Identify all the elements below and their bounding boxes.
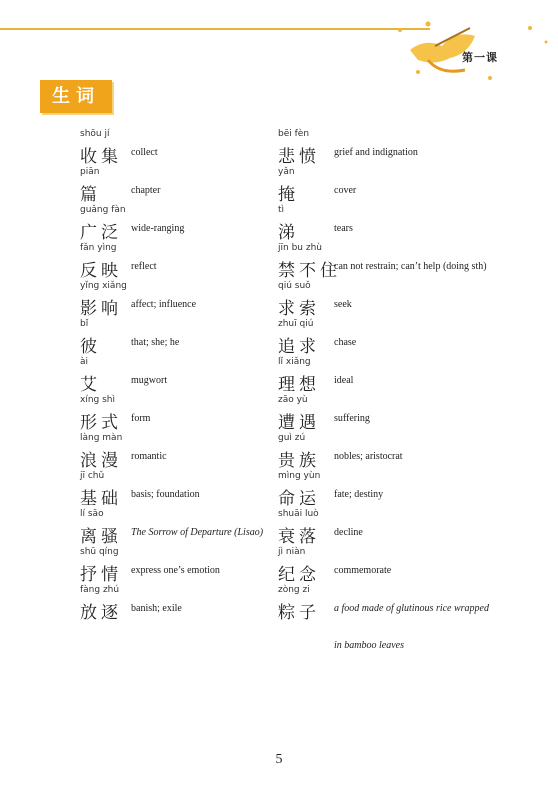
hanzi: 命运 bbox=[278, 489, 320, 509]
gloss: that; she; he bbox=[131, 337, 180, 348]
pinyin: zāo yù bbox=[278, 395, 308, 405]
pinyin: bǐ bbox=[80, 319, 89, 329]
hanzi: 离骚 bbox=[80, 527, 122, 547]
gloss: banish; exile bbox=[131, 603, 182, 614]
pinyin: shuāi luò bbox=[278, 509, 319, 519]
hanzi: 放逐 bbox=[80, 603, 122, 623]
gloss: cover bbox=[334, 185, 357, 196]
hanzi: 反映 bbox=[80, 261, 122, 281]
pinyin: lǐ xiǎng bbox=[278, 357, 311, 367]
gloss: decline bbox=[334, 527, 363, 538]
gloss: romantic bbox=[131, 451, 167, 462]
gloss: seek bbox=[334, 299, 352, 310]
header-rule bbox=[0, 28, 430, 30]
gloss: affect; influence bbox=[131, 299, 197, 310]
pinyin: lí sāo bbox=[80, 509, 104, 519]
hanzi: 篇 bbox=[80, 185, 101, 205]
pinyin: jì niàn bbox=[278, 547, 306, 557]
pinyin: zòng zi bbox=[278, 585, 310, 595]
hanzi: 基础 bbox=[80, 489, 122, 509]
hanzi: 追求 bbox=[278, 337, 320, 357]
pinyin: làng màn bbox=[80, 433, 123, 443]
gloss: can not restrain; can’t help (doing sth) bbox=[334, 261, 487, 272]
pinyin: jī chǔ bbox=[80, 471, 105, 481]
pinyin: mìng yùn bbox=[278, 471, 321, 481]
pinyin: shōu jí bbox=[80, 129, 110, 139]
pinyin: qiú suǒ bbox=[278, 281, 311, 291]
gloss: tears bbox=[334, 223, 353, 234]
gloss: commemorate bbox=[334, 565, 392, 576]
gloss: collect bbox=[131, 147, 158, 158]
pinyin: zhuī qiú bbox=[278, 319, 314, 329]
gloss: suffering bbox=[334, 413, 370, 424]
gloss: grief and indignation bbox=[334, 147, 418, 158]
hanzi: 遭遇 bbox=[278, 413, 320, 433]
gloss: fate; destiny bbox=[334, 489, 384, 500]
gloss: form bbox=[131, 413, 151, 424]
hanzi: 悲愤 bbox=[278, 147, 320, 167]
page-number: 5 bbox=[275, 752, 283, 767]
gloss: a food made of glutinous rice wrapped bbox=[334, 603, 489, 614]
pinyin: tì bbox=[278, 205, 285, 215]
pinyin: fàng zhú bbox=[80, 585, 120, 595]
section-title: 生词 bbox=[40, 80, 112, 113]
gloss: express one’s emotion bbox=[131, 565, 220, 576]
gloss: basis; foundation bbox=[131, 489, 200, 500]
gloss-continuation: in bamboo leaves bbox=[334, 640, 404, 651]
gloss: The Sorrow of Departure (Lisao) bbox=[131, 527, 264, 538]
gloss: reflect bbox=[131, 261, 157, 272]
pinyin: piān bbox=[80, 167, 100, 177]
hanzi: 彼 bbox=[80, 337, 101, 357]
hanzi: 禁不住 bbox=[278, 261, 341, 281]
gloss: nobles; aristocrat bbox=[334, 451, 403, 462]
hanzi: 求索 bbox=[278, 299, 320, 319]
lesson-label: 第一课 bbox=[462, 51, 498, 64]
hanzi: 广泛 bbox=[80, 223, 122, 243]
hanzi: 粽子 bbox=[278, 603, 320, 623]
pinyin: fǎn yìng bbox=[80, 243, 117, 253]
hanzi: 抒情 bbox=[80, 565, 122, 585]
pinyin: bēi fèn bbox=[278, 129, 310, 139]
hanzi: 艾 bbox=[80, 375, 101, 395]
pinyin: jīn bu zhù bbox=[278, 243, 322, 253]
gloss: ideal bbox=[334, 375, 354, 386]
pinyin: ài bbox=[80, 357, 89, 367]
hanzi: 浪漫 bbox=[80, 451, 122, 471]
gloss: wide-ranging bbox=[131, 223, 185, 234]
pinyin: yǎn bbox=[278, 167, 295, 177]
pinyin: yǐng xiǎng bbox=[80, 281, 127, 291]
hanzi: 涕 bbox=[278, 223, 299, 243]
hanzi: 掩 bbox=[278, 185, 299, 205]
hanzi: 衰落 bbox=[278, 527, 320, 547]
hanzi: 理想 bbox=[278, 375, 320, 395]
pinyin: guǎng fàn bbox=[80, 205, 126, 215]
pinyin: xíng shì bbox=[80, 395, 115, 405]
hanzi: 纪念 bbox=[278, 565, 320, 585]
gloss: mugwort bbox=[131, 375, 168, 386]
pinyin: guì zú bbox=[278, 433, 306, 443]
hanzi: 影响 bbox=[80, 299, 122, 319]
gloss: chase bbox=[334, 337, 357, 348]
hanzi: 收集 bbox=[80, 147, 122, 167]
hanzi: 贵族 bbox=[278, 451, 320, 471]
pinyin: shū qíng bbox=[80, 547, 119, 557]
hanzi: 形式 bbox=[80, 413, 122, 433]
gloss: chapter bbox=[131, 185, 161, 196]
